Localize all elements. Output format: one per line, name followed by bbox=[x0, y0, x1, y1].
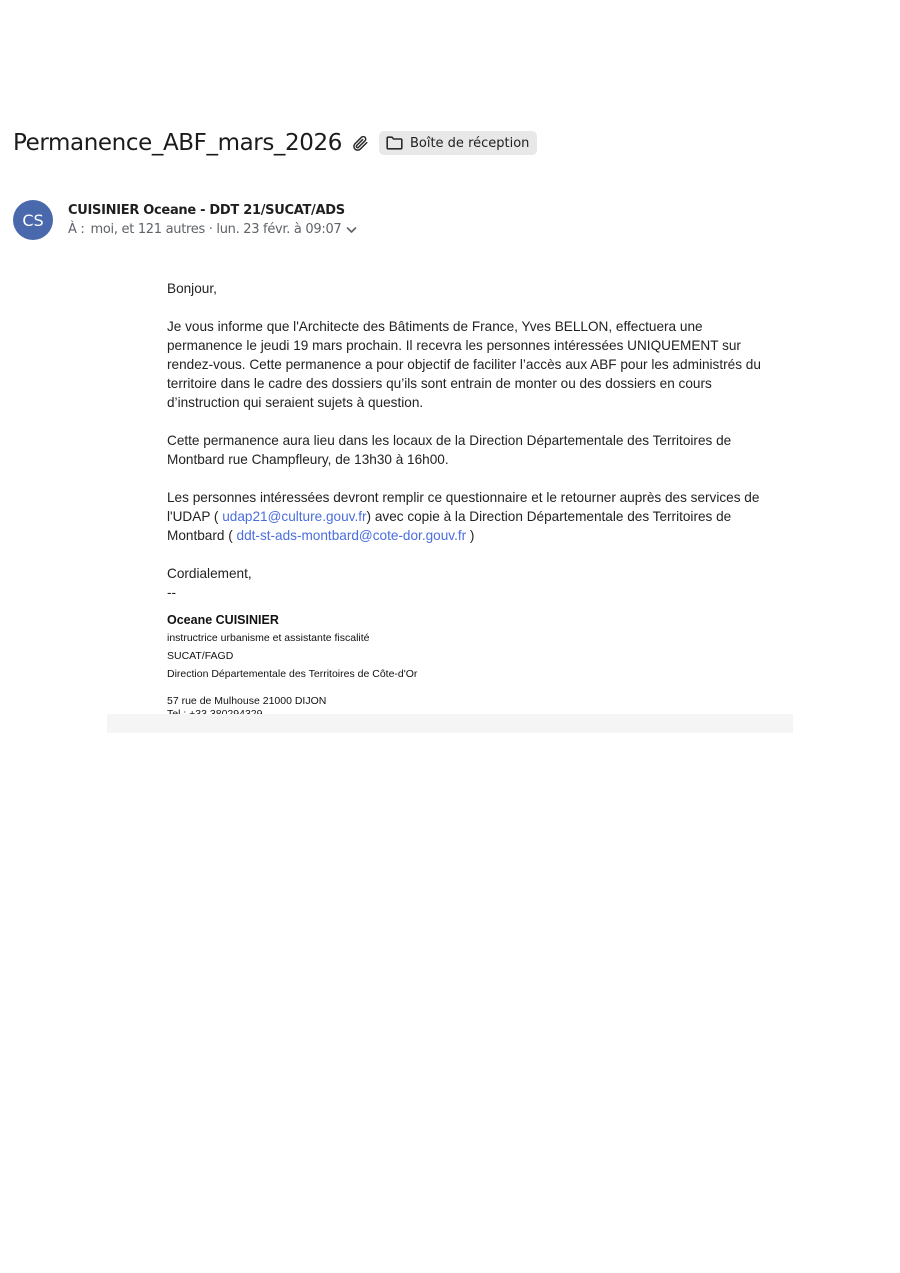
udap-email-link[interactable]: udap21@culture.gouv.fr bbox=[222, 509, 367, 524]
signature-title: instructrice urbanisme et assistante fiscalité bbox=[167, 632, 370, 644]
sender-header bbox=[13, 200, 358, 240]
signature-separator: -- bbox=[167, 585, 177, 600]
email-body-viewport bbox=[107, 270, 793, 714]
signature-direction: Direction Départementale des Territoires de Côte-d'Or bbox=[167, 668, 418, 680]
sender-name[interactable]: CUISINIER Oceane - DDT 21/SUCAT/ADS bbox=[68, 203, 345, 218]
signature-service: SUCAT/FAGD bbox=[167, 650, 234, 662]
recipients-line[interactable] bbox=[68, 222, 358, 237]
body-overflow-bar bbox=[107, 714, 793, 733]
paragraph-3 bbox=[167, 488, 769, 545]
sender-info bbox=[68, 203, 358, 240]
email-body bbox=[167, 279, 769, 733]
paragraph-3-part-2: ) avec copie à la Direction Départementale des Territoires de Montbard ( bbox=[167, 509, 732, 543]
greeting: Bonjour, bbox=[167, 281, 217, 296]
paragraph-1: Je vous informe que l'Architecte des Bâtiments de France, Yves BELLON, effectuera une permanence le jeudi 19 mars prochain. Il recevra les personnes intéressées UNIQUEMENT sur rendez-vous. Cette permanence a pour objectif de faciliter l’accès aux ABF pour les administrés du territoire dans le cadre des dossiers qu’ils sont entrain de monter ou des dossiers en cours d’instruction qui seraient sujets à question. bbox=[167, 319, 761, 410]
chevron-down-icon[interactable] bbox=[346, 225, 358, 235]
paragraph-3-part-1: Les personnes intéressées devront remplir ce questionnaire et le retourner auprès des services de l'UDAP ( bbox=[167, 490, 760, 524]
folder-badge[interactable] bbox=[379, 131, 537, 155]
paperclip-icon[interactable] bbox=[350, 133, 370, 153]
ddt-email-link[interactable]: ddt-st-ads-montbard@cote-dor.gouv.fr bbox=[236, 528, 467, 543]
email-subject: Permanence_ABF_mars_2026 bbox=[13, 130, 342, 156]
paragraph-2: Cette permanence aura lieu dans les locaux de la Direction Départementale des Territoires de Montbard rue Champfleury, de 13h30 à 16h00. bbox=[167, 433, 732, 467]
subject-row bbox=[13, 130, 537, 156]
signature-address: 57 rue de Mulhouse 21000 DIJON bbox=[167, 695, 327, 707]
folder-icon bbox=[386, 135, 404, 151]
avatar[interactable]: CS bbox=[13, 200, 53, 240]
folder-label: Boîte de réception bbox=[409, 135, 530, 151]
closing: Cordialement, bbox=[167, 566, 252, 581]
paragraph-3-part-3: ) bbox=[466, 528, 475, 543]
recipients-summary: moi, et 121 autres · lun. 23 févr. à 09:07 bbox=[90, 222, 342, 237]
signature-name: Oceane CUISINIER bbox=[167, 613, 279, 627]
to-label: À : bbox=[68, 222, 85, 237]
